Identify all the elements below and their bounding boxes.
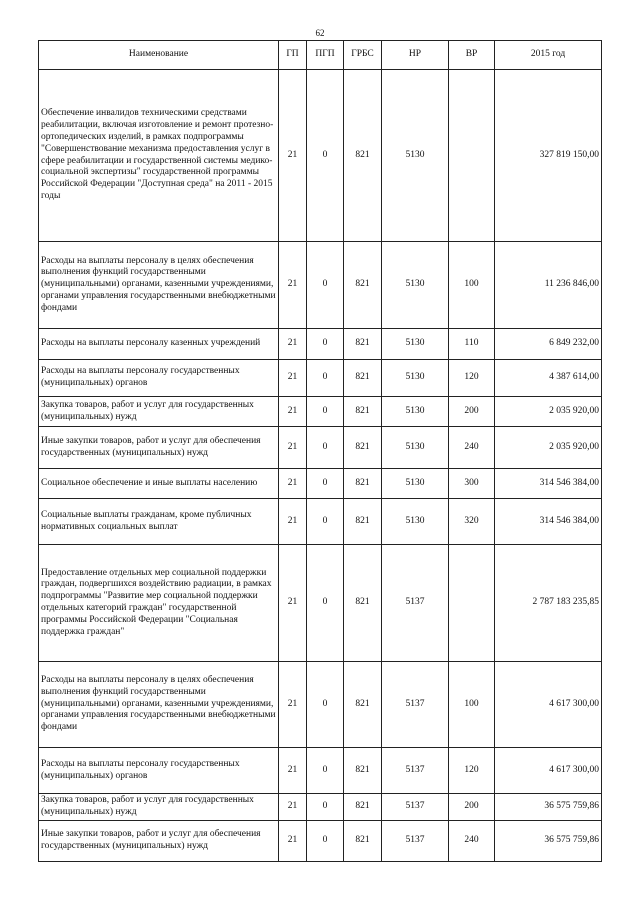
row-vr [449, 545, 495, 662]
row-name: Расходы на выплаты персоналу в целях обеспечения выполнения функций государственными (муниципальными) органами, казенными учреждениями, органами управления государственными внебюджетными фондами [39, 242, 279, 329]
row-pgp: 0 [307, 329, 344, 360]
row-nr: 5130 [382, 329, 449, 360]
row-grbs: 821 [344, 499, 382, 545]
row-gp: 21 [279, 242, 307, 329]
table-row [39, 360, 602, 397]
row-gp: 21 [279, 748, 307, 794]
row-amount: 36 575 759,86 [495, 820, 602, 861]
header-gp: ГП [279, 41, 307, 70]
row-amount: 11 236 846,00 [495, 242, 602, 329]
row-pgp: 0 [307, 70, 344, 242]
row-vr [449, 70, 495, 242]
row-vr: 110 [449, 329, 495, 360]
row-gp: 21 [279, 397, 307, 427]
row-pgp: 0 [307, 469, 344, 499]
row-amount: 314 546 384,00 [495, 499, 602, 545]
row-nr: 5137 [382, 662, 449, 748]
row-vr: 300 [449, 469, 495, 499]
row-gp: 21 [279, 662, 307, 748]
table-row [39, 820, 602, 861]
row-amount: 314 546 384,00 [495, 469, 602, 499]
row-pgp: 0 [307, 397, 344, 427]
row-gp: 21 [279, 469, 307, 499]
row-gp: 21 [279, 427, 307, 469]
row-pgp: 0 [307, 242, 344, 329]
header-vr: ВР [449, 41, 495, 70]
row-nr: 5137 [382, 820, 449, 861]
row-grbs: 821 [344, 70, 382, 242]
row-gp: 21 [279, 329, 307, 360]
row-amount: 2 035 920,00 [495, 427, 602, 469]
row-name: Расходы на выплаты персоналу казенных учреждений [39, 329, 279, 360]
table-row [39, 794, 602, 821]
row-amount: 36 575 759,86 [495, 794, 602, 821]
row-nr: 5130 [382, 360, 449, 397]
header-nr: НР [382, 41, 449, 70]
row-grbs: 821 [344, 329, 382, 360]
row-vr: 240 [449, 820, 495, 861]
row-pgp: 0 [307, 794, 344, 821]
row-name: Расходы на выплаты персоналу в целях обеспечения выполнения функций государственными (муниципальными) органами, казенными учреждениями, органами управления государственными внебюджетными фондами [39, 662, 279, 748]
table-row [39, 242, 602, 329]
row-pgp: 0 [307, 427, 344, 469]
row-vr: 320 [449, 499, 495, 545]
row-nr: 5130 [382, 242, 449, 329]
row-gp: 21 [279, 545, 307, 662]
budget-table [38, 40, 602, 862]
row-name: Обеспечение инвалидов техническими средствами реабилитации, включая изготовление и ремонт протезно-ортопедических изделий, в рамках подпрограммы "Совершенствование механизма предоставления услуг в сфере реабилитации и государственной системы медико-социальной экспертизы" государственной программы Российской Федерации "Доступная среда" на 2011 - 2015 годы [39, 70, 279, 242]
row-amount: 327 819 150,00 [495, 70, 602, 242]
row-vr: 240 [449, 427, 495, 469]
row-pgp: 0 [307, 820, 344, 861]
row-grbs: 821 [344, 662, 382, 748]
row-vr: 100 [449, 242, 495, 329]
row-grbs: 821 [344, 469, 382, 499]
row-gp: 21 [279, 70, 307, 242]
header-row [39, 41, 602, 70]
row-nr: 5137 [382, 545, 449, 662]
row-vr: 200 [449, 397, 495, 427]
table-row [39, 748, 602, 794]
row-amount: 4 617 300,00 [495, 662, 602, 748]
row-gp: 21 [279, 794, 307, 821]
row-nr: 5130 [382, 70, 449, 242]
row-pgp: 0 [307, 662, 344, 748]
table-row [39, 499, 602, 545]
row-name: Расходы на выплаты персоналу государственных (муниципальных) органов [39, 360, 279, 397]
row-grbs: 821 [344, 748, 382, 794]
header-year: 2015 год [495, 41, 602, 70]
row-nr: 5137 [382, 748, 449, 794]
row-vr: 120 [449, 748, 495, 794]
row-grbs: 821 [344, 820, 382, 861]
row-pgp: 0 [307, 748, 344, 794]
table-row [39, 70, 602, 242]
table-row [39, 397, 602, 427]
row-vr: 200 [449, 794, 495, 821]
row-name: Социальные выплаты гражданам, кроме публичных нормативных социальных выплат [39, 499, 279, 545]
row-name: Предоставление отдельных мер социальной поддержки граждан, подвергшихся воздействию радиации, в рамках подпрограммы "Развитие мер социальной поддержки отдельных категорий граждан" государственной программы Российской Федерации "Социальная поддержка граждан" [39, 545, 279, 662]
row-nr: 5130 [382, 397, 449, 427]
table-row [39, 545, 602, 662]
header-name: Наименование [39, 41, 279, 70]
row-name: Социальное обеспечение и иные выплаты населению [39, 469, 279, 499]
row-grbs: 821 [344, 545, 382, 662]
row-grbs: 821 [344, 427, 382, 469]
row-gp: 21 [279, 820, 307, 861]
row-nr: 5130 [382, 427, 449, 469]
row-amount: 2 035 920,00 [495, 397, 602, 427]
page-number: 62 [315, 28, 325, 38]
header-pgp: ПГП [307, 41, 344, 70]
row-grbs: 821 [344, 360, 382, 397]
header-grbs: ГРБС [344, 41, 382, 70]
row-vr: 100 [449, 662, 495, 748]
row-name: Расходы на выплаты персоналу государственных (муниципальных) органов [39, 748, 279, 794]
table-row [39, 427, 602, 469]
row-amount: 2 787 183 235,85 [495, 545, 602, 662]
row-grbs: 821 [344, 794, 382, 821]
row-grbs: 821 [344, 242, 382, 329]
row-pgp: 0 [307, 360, 344, 397]
row-amount: 4 387 614,00 [495, 360, 602, 397]
table-row [39, 329, 602, 360]
row-nr: 5137 [382, 794, 449, 821]
row-nr: 5130 [382, 499, 449, 545]
row-pgp: 0 [307, 545, 344, 662]
row-name: Закупка товаров, работ и услуг для государственных (муниципальных) нужд [39, 397, 279, 427]
table-row [39, 662, 602, 748]
row-vr: 120 [449, 360, 495, 397]
table-row [39, 469, 602, 499]
row-grbs: 821 [344, 397, 382, 427]
row-nr: 5130 [382, 469, 449, 499]
row-amount: 6 849 232,00 [495, 329, 602, 360]
row-pgp: 0 [307, 499, 344, 545]
row-amount: 4 617 300,00 [495, 748, 602, 794]
row-gp: 21 [279, 360, 307, 397]
row-name: Иные закупки товаров, работ и услуг для обеспечения государственных (муниципальных) нужд [39, 427, 279, 469]
row-name: Иные закупки товаров, работ и услуг для обеспечения государственных (муниципальных) нужд [39, 820, 279, 861]
row-name: Закупка товаров, работ и услуг для государственных (муниципальных) нужд [39, 794, 279, 821]
row-gp: 21 [279, 499, 307, 545]
